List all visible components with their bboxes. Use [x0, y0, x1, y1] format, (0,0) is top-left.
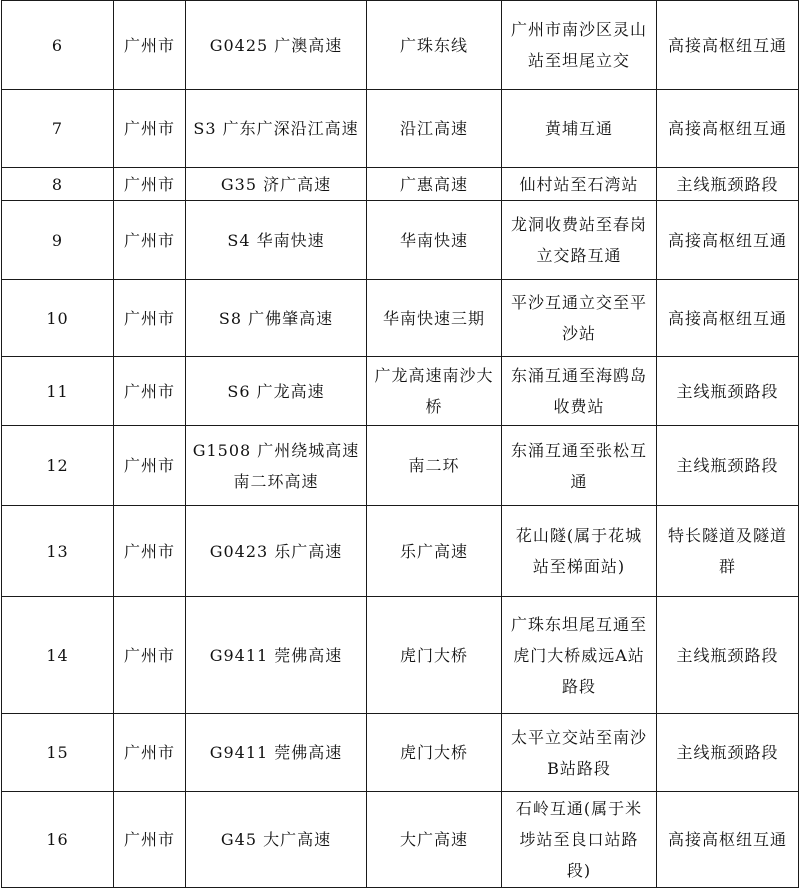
- table-row: [2, 1, 799, 90]
- type-cell: 主线瓶颈路段: [657, 597, 799, 714]
- row-number: 14: [2, 597, 114, 714]
- city-cell: 广州市: [114, 1, 186, 90]
- road-cell: S8 广佛肇高速: [186, 280, 367, 357]
- section-cell: 广龙高速南沙大桥: [367, 357, 502, 426]
- city-cell: 广州市: [114, 168, 186, 201]
- table-row: [2, 201, 799, 280]
- road-cell: G9411 莞佛高速: [186, 597, 367, 714]
- type-cell: 高接高枢纽互通: [657, 90, 799, 168]
- road-cell: S4 华南快速: [186, 201, 367, 280]
- table-row: [2, 426, 799, 506]
- table-row: [2, 168, 799, 201]
- city-cell: 广州市: [114, 426, 186, 506]
- row-number: 11: [2, 357, 114, 426]
- section-cell: 大广高速: [367, 792, 502, 888]
- type-cell: 特长隧道及隧道群: [657, 506, 799, 597]
- section-cell: 虎门大桥: [367, 714, 502, 792]
- location-cell: 平沙互通立交至平沙站: [502, 280, 657, 357]
- section-cell: 华南快速三期: [367, 280, 502, 357]
- row-number: 9: [2, 201, 114, 280]
- road-cell: S6 广龙高速: [186, 357, 367, 426]
- table-row: [2, 792, 799, 888]
- location-cell: 花山隧(属于花城站至梯面站): [502, 506, 657, 597]
- table-row: [2, 714, 799, 792]
- type-cell: 主线瓶颈路段: [657, 426, 799, 506]
- type-cell: 高接高枢纽互通: [657, 280, 799, 357]
- type-cell: 高接高枢纽互通: [657, 792, 799, 888]
- type-cell: 主线瓶颈路段: [657, 714, 799, 792]
- section-cell: 广惠高速: [367, 168, 502, 201]
- row-number: 12: [2, 426, 114, 506]
- location-cell: 仙村站至石湾站: [502, 168, 657, 201]
- section-cell: 虎门大桥: [367, 597, 502, 714]
- city-cell: 广州市: [114, 597, 186, 714]
- location-cell: 石岭互通(属于米埗站至良口站路段): [502, 792, 657, 888]
- road-cell: G0423 乐广高速: [186, 506, 367, 597]
- type-cell: 高接高枢纽互通: [657, 201, 799, 280]
- section-cell: 广珠东线: [367, 1, 502, 90]
- table-row: [2, 280, 799, 357]
- city-cell: 广州市: [114, 201, 186, 280]
- row-number: 7: [2, 90, 114, 168]
- road-cell: S3 广东广深沿江高速: [186, 90, 367, 168]
- type-cell: 主线瓶颈路段: [657, 357, 799, 426]
- row-number: 6: [2, 1, 114, 90]
- location-cell: 太平立交站至南沙B站路段: [502, 714, 657, 792]
- highway-table: [1, 0, 799, 888]
- city-cell: 广州市: [114, 714, 186, 792]
- section-cell: 华南快速: [367, 201, 502, 280]
- section-cell: 沿江高速: [367, 90, 502, 168]
- section-cell: 南二环: [367, 426, 502, 506]
- row-number: 16: [2, 792, 114, 888]
- section-cell: 乐广高速: [367, 506, 502, 597]
- table-row: [2, 357, 799, 426]
- table-row: [2, 506, 799, 597]
- road-cell: G1508 广州绕城高速南二环高速: [186, 426, 367, 506]
- road-cell: G45 大广高速: [186, 792, 367, 888]
- type-cell: 高接高枢纽互通: [657, 1, 799, 90]
- type-cell: 主线瓶颈路段: [657, 168, 799, 201]
- city-cell: 广州市: [114, 357, 186, 426]
- road-cell: G35 济广高速: [186, 168, 367, 201]
- location-cell: 东涌互通至张松互通: [502, 426, 657, 506]
- location-cell: 东涌互通至海鸥岛收费站: [502, 357, 657, 426]
- row-number: 13: [2, 506, 114, 597]
- location-cell: 广州市南沙区灵山站至坦尾立交: [502, 1, 657, 90]
- location-cell: 广珠东坦尾互通至虎门大桥威远A站路段: [502, 597, 657, 714]
- city-cell: 广州市: [114, 792, 186, 888]
- row-number: 8: [2, 168, 114, 201]
- city-cell: 广州市: [114, 506, 186, 597]
- row-number: 10: [2, 280, 114, 357]
- road-cell: G0425 广澳高速: [186, 1, 367, 90]
- location-cell: 黄埔互通: [502, 90, 657, 168]
- location-cell: 龙洞收费站至春岗立交路互通: [502, 201, 657, 280]
- table-row: [2, 90, 799, 168]
- city-cell: 广州市: [114, 280, 186, 357]
- table-row: [2, 597, 799, 714]
- road-cell: G9411 莞佛高速: [186, 714, 367, 792]
- row-number: 15: [2, 714, 114, 792]
- city-cell: 广州市: [114, 90, 186, 168]
